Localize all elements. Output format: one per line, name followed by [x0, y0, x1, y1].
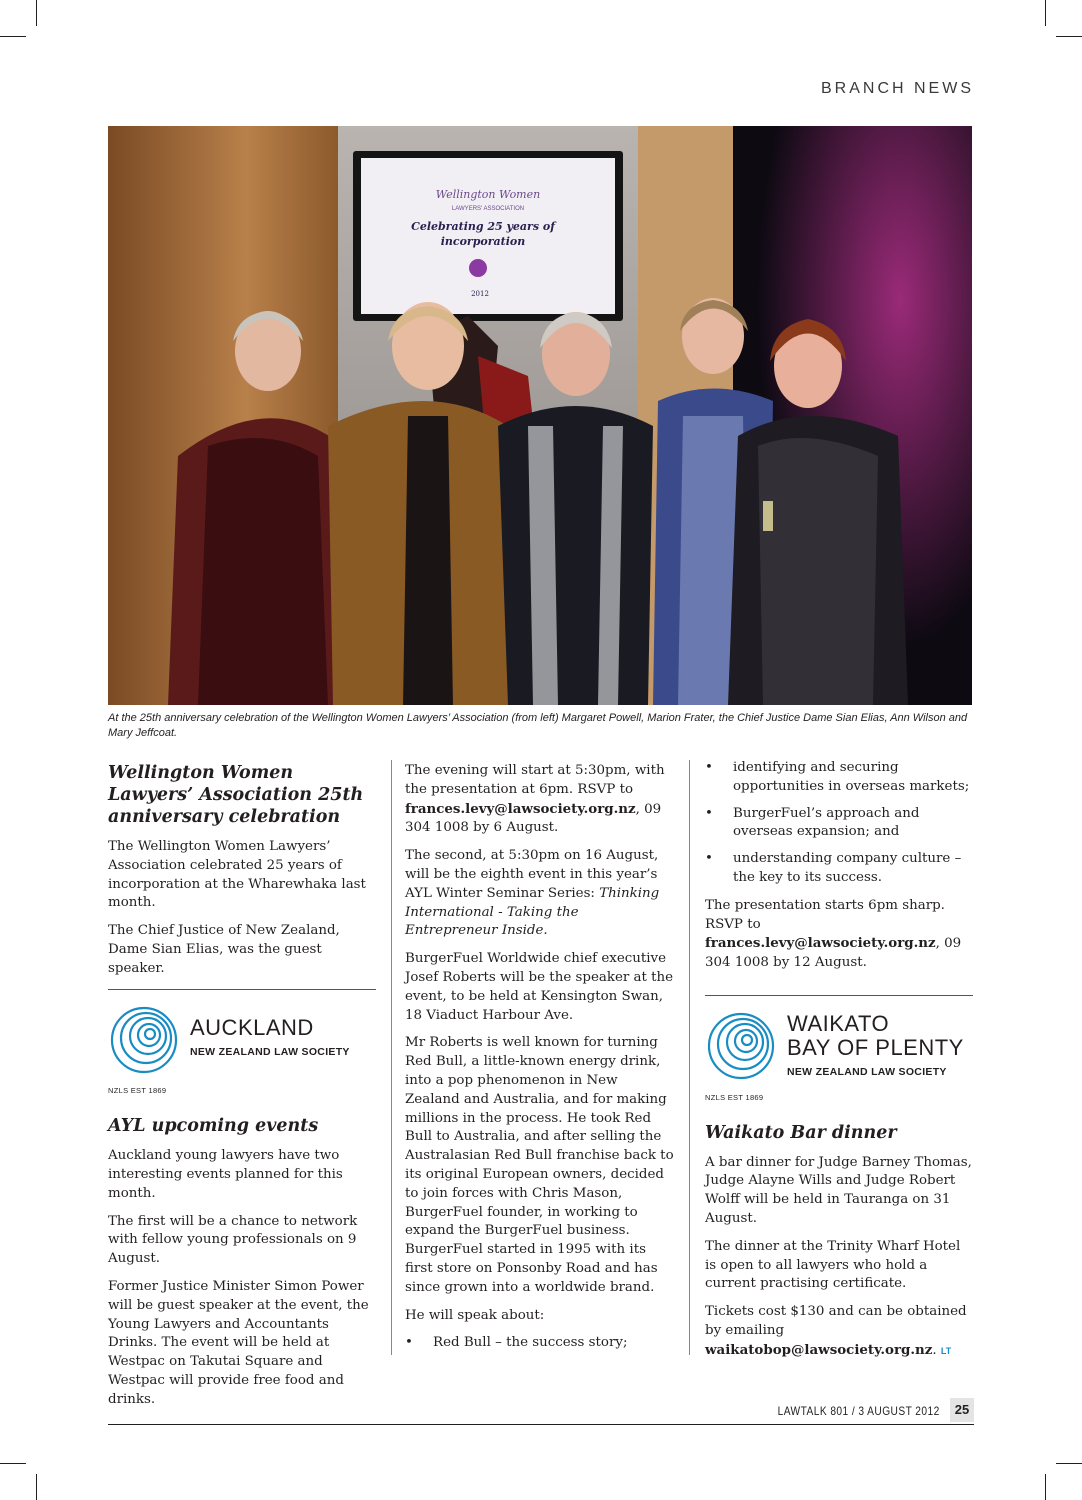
column-rule [391, 760, 392, 1355]
seminar-title: Thinking International - Taking the Entrepreneur Inside. [405, 885, 660, 939]
page-number: 25 [950, 1398, 974, 1422]
topic-list [405, 1334, 675, 1353]
ayl-paragraph-9: The presentation starts 6pm sharp. RSVP to frances.levy@lawsociety.org.nz, 09 304 1008 by 12 August. [705, 897, 962, 971]
waikato-heading: Waikato Bar dinner [705, 1122, 897, 1143]
auckland-logo [108, 1004, 376, 1102]
crop-mark [1056, 36, 1082, 37]
logo-name: AUCKLAND [190, 1014, 314, 1040]
ayl-paragraph-3: Former Justice Minister Simon Power will be guest speaker at the event, the Young Lawyers and Accountants Drinks. The event will be held at Westpac on Takutai Square and Westpac will provide free food and drinks. [108, 1278, 369, 1407]
screen-subtitle: LAWYERS' ASSOCIATION [451, 206, 525, 212]
rsvp-email-link[interactable]: frances.levy@lawsociety.org.nz [705, 935, 936, 952]
folio: LAWTALK 801 / 3 AUGUST 2012 [777, 1404, 940, 1418]
list-item: • BurgerFuel’s approach and overseas expansion; and [705, 805, 973, 843]
list-item: • Red Bull – the success story; [405, 1334, 675, 1353]
event-photo [108, 126, 972, 705]
section-divider [108, 989, 376, 990]
list-item: • understanding company culture – the key to its success. [705, 850, 973, 888]
crop-mark [36, 1474, 37, 1500]
screen-line-3: Celebrating 25 years of [411, 220, 555, 233]
nzls-swirl-icon [108, 1004, 184, 1074]
waikato-paragraph-3: Tickets cost $130 and can be obtained by emailing waikatobop@lawsociety.org.nz. LT [705, 1304, 967, 1358]
list-item: • identifying and securing opportunities in overseas markets; [705, 759, 973, 797]
wellington-heading: Wellington Women Lawyers’ Association 25th anniversary celebration [108, 763, 364, 827]
waikato-paragraph-1: A bar dinner for Judge Barney Thomas, Judge Alayne Wills and Judge Robert Wolff will be held in Tauranga on 31 August. [705, 1154, 972, 1226]
rsvp-email-link[interactable]: frances.levy@lawsociety.org.nz [405, 800, 636, 817]
waikato-paragraph-2: The dinner at the Trinity Wharf Hotel is open to all lawyers who hold a current practising certificate. [705, 1238, 961, 1292]
logo-est: NZLS EST 1869 [705, 1092, 764, 1102]
logo-est: NZLS EST 1869 [108, 1086, 167, 1096]
wellington-paragraph-1: The Wellington Women Lawyers’ Association celebrated 25 years of incorporation at the Wharewhaka last month. [108, 839, 366, 911]
ayl-paragraph-6: BurgerFuel Worldwide chief executive Josef Roberts will be the speaker at the event, to be held at Kensington Swan, 18 Viaduct Harbour Ave. [405, 951, 674, 1023]
crop-mark [0, 36, 26, 37]
waikato-logo [705, 1010, 973, 1108]
ayl-paragraph-8: He will speak about: [405, 1307, 545, 1323]
logo-subtitle: NEW ZEALAND LAW SOCIETY [190, 1045, 350, 1058]
crop-mark [1056, 1463, 1082, 1464]
photo-illustration [108, 126, 972, 705]
ayl-heading: AYL upcoming events [108, 1116, 319, 1137]
crop-mark [0, 1463, 26, 1464]
crop-mark [1045, 0, 1046, 26]
column-rule [689, 760, 690, 1355]
logo-name-line-1: WAIKATO [787, 1010, 890, 1036]
wellington-paragraph-2: The Chief Justice of New Zealand, Dame Sian Elias, was the guest speaker. [108, 923, 340, 976]
column-2 [405, 762, 675, 1362]
section-divider [705, 995, 973, 996]
crop-mark [36, 0, 37, 26]
ayl-paragraph-7: Mr Roberts is well known for turning Red Bull, a little-known energy drink, into a pop phenomenon in New Zealand and Australia, and for making millions in the process. He took Red Bull to Australia, and after selling the Australasian Red Bull franchise back to its original European owners, decided to join forces with Chris Mason, BurgerFuel founder, in working to expand the BurgerFuel business. BurgerFuel started in 1995 with its first store on Ponsonby Road and has since grown into a worldwide brand. [405, 1035, 674, 1295]
waikato-email-link[interactable]: waikatobop@lawsociety.org.nz [705, 1341, 933, 1358]
photo-caption: At the 25th anniversary celebration of the Wellington Women Lawyers’ Association (from left) Margaret Powell, Marion Frater, the Chief Justice Dame Sian Elias, Ann Wilson and Mary Jeffcoat. [108, 712, 968, 739]
section-label: BRANCH NEWS [820, 80, 974, 97]
screen-line-4: incorporation [440, 235, 526, 248]
topic-list-continued [705, 759, 973, 888]
screen-title: Wellington Women [435, 188, 541, 201]
nzls-swirl-icon [705, 1010, 781, 1080]
ayl-paragraph-2: The first will be a chance to network with fellow young professionals on 9 August. [108, 1213, 358, 1267]
page-footer [108, 1398, 974, 1425]
crop-mark [1045, 1474, 1046, 1500]
logo-name-line-2: BAY OF PLENTY [787, 1034, 964, 1060]
ayl-paragraph-4: The evening will start at 5:30pm, with the presentation at 6pm. RSVP to frances.levy@lawsociety.org.nz, 09 304 1008 by 6 August. [405, 763, 665, 836]
column-3 [705, 759, 973, 1370]
logo-subtitle: NEW ZEALAND LAW SOCIETY [787, 1065, 947, 1078]
ayl-paragraph-5: The second, at 5:30pm on 16 August, will be the eighth event in this year’s AYL Winter Seminar Series: Thinking International - Taking the Entrepreneur Inside. [405, 848, 660, 939]
ayl-paragraph-1: Auckland young lawyers have two interesting events planned for this month. [108, 1148, 343, 1201]
end-mark: LT [940, 1345, 952, 1356]
column-1 [108, 762, 376, 1419]
screen-year: 2012 [471, 290, 489, 298]
